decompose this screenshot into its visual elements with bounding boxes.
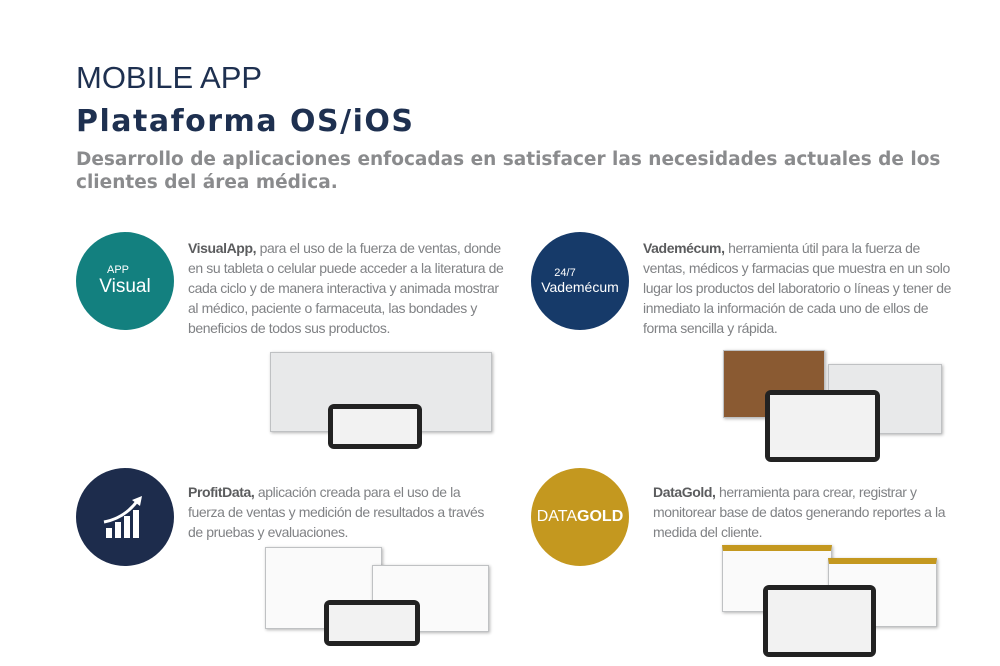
logo-label: DATAGOLD <box>536 508 624 525</box>
vademecum-description <box>643 238 961 338</box>
datagold-description <box>653 482 953 542</box>
tablet-image <box>763 585 876 657</box>
app-name: VisualApp, <box>188 240 257 256</box>
logo-label: Visual <box>99 276 151 297</box>
app-text: aplicación creada para el uso de la fuerza de ventas y medición de resultados a través de pruebas y evaluaciones. <box>188 484 484 540</box>
logo-label: Vademécum <box>541 279 619 295</box>
profitdata-description <box>188 482 498 542</box>
tablet-image <box>765 390 880 462</box>
profitdata-logo <box>76 468 174 566</box>
growth-chart-icon <box>100 492 150 542</box>
vademecum-logo <box>531 232 629 330</box>
app-text: para el uso de la fuerza de ventas, donde en su tableta o celular puede acceder a la literatura de cada ciclo y de manera interactiva y animada mostrar al médico, paciente o farmaceuta, las bondades y beneficios de todos sus productos. <box>188 240 504 336</box>
section-title: MOBILE APP <box>76 60 263 95</box>
app-name: ProfitData, <box>188 484 255 500</box>
app-text: herramienta útil para la fuerza de ventas, médicos y farmacias que muestra en un solo lugar los productos del laboratorio o líneas y tener de inmediato la información de cada uno de ellos de forma sencilla y rápida. <box>643 240 951 336</box>
platform-heading: Plataforma OS/iOS <box>76 104 415 139</box>
phone-image <box>324 600 420 646</box>
intro-text: Desarrollo de aplicaciones enfocadas en satisfacer las necesidades actuales de los clientes del área médica. <box>76 149 941 193</box>
visualapp-logo <box>76 232 174 330</box>
datagold-logo <box>531 468 629 566</box>
app-text: herramienta para crear, registrar y monitorear base de datos generando reportes a la medida del cliente. <box>653 484 946 540</box>
app-name: Vademécum, <box>643 240 725 256</box>
logo-label: 24/7 <box>554 267 576 279</box>
phone-image <box>328 404 422 449</box>
app-name: DataGold, <box>653 484 716 500</box>
visualapp-description <box>188 238 506 338</box>
logo-label: APP <box>106 264 129 276</box>
